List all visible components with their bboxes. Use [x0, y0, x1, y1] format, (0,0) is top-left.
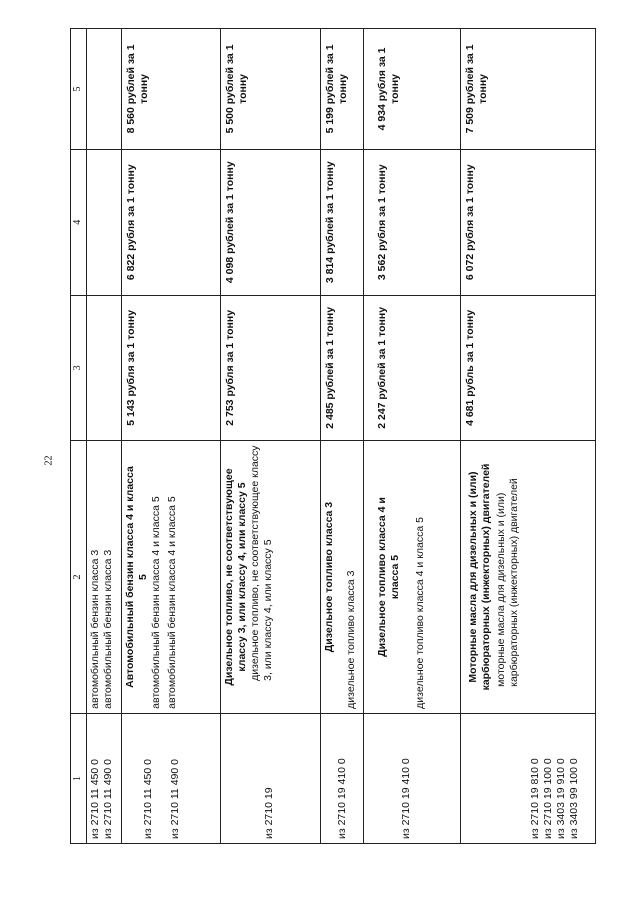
rate-cell-col5: 7 509 рублей за 1 тонну: [461, 29, 596, 150]
code: из 3403 99 100 0: [568, 758, 581, 839]
code: из 2710 19: [263, 787, 276, 839]
code: из 2710 19 410 0: [400, 758, 413, 839]
codes-cell: [221, 713, 320, 843]
rate-cell-col4: 6 822 рубля за 1 тонну: [121, 149, 220, 295]
codes-cell: [461, 713, 596, 843]
rate-cell-col3: 4 681 рубль за 1 тонну: [461, 295, 596, 441]
code: из 2710 19 100 0: [542, 758, 555, 839]
table-row: [121, 29, 220, 844]
rate-cell-col4: 6 072 рубля за 1 тонну: [461, 149, 596, 295]
rate-cell-col3: 5 143 рубля за 1 тонну: [121, 295, 220, 441]
description-cell: [320, 441, 363, 714]
code: из 2710 19 810 0: [529, 758, 542, 839]
description-cell: [86, 441, 121, 714]
category-title: Моторные масла для дизельных и (или) карбюраторных (инжекторных) двигателей: [467, 463, 493, 691]
rate-cell-col4: [86, 149, 121, 295]
table-row: [364, 29, 461, 844]
rate-cell-col4: 3 562 рубля за 1 тонну: [364, 149, 461, 295]
header-col-3: 3: [71, 295, 87, 441]
rate-cell-col5: [86, 29, 121, 150]
description: дизельное топливо класса 4 и класса 5: [414, 517, 427, 709]
table-row: [221, 29, 320, 844]
rate-cell-col3: [86, 295, 121, 441]
header-col-5: 5: [71, 29, 87, 150]
codes-cell: [86, 713, 121, 843]
code: из 2710 11 490 0: [168, 759, 181, 839]
category-title: Автомобильный бензин класса 4 и класса 5: [123, 466, 149, 688]
header-col-4: 4: [71, 149, 87, 295]
header-col-1: 1: [71, 713, 87, 843]
description-cell: [221, 441, 320, 714]
description-cell: [364, 441, 461, 714]
rate-cell-col3: 2 485 рублей за 1 тонну: [320, 295, 363, 441]
description-cell: [461, 441, 596, 714]
description: дизельное топливо, не соответствующее классу 3, или классу 4, или классу 5: [249, 445, 275, 681]
header-row: [71, 29, 87, 844]
table-row: [86, 29, 121, 844]
rotated-table-wrapper: [70, 28, 596, 844]
codes-cell: [320, 713, 363, 843]
rate-cell-col5: 5 500 рублей за 1 тонну: [221, 29, 320, 150]
rate-cell-col3: 2 753 рубля за 1 тонну: [221, 295, 320, 441]
page-number: 22: [43, 455, 55, 466]
description: дизельное топливо класса 3: [344, 570, 357, 709]
table-row: [320, 29, 363, 844]
rate-cell-col5: 5 199 рублей за 1 тонну: [320, 29, 363, 150]
description: автомобильный бензин класса 3: [88, 549, 101, 709]
category-title: Дизельное топливо, не соответствующее классу 3, или классу 4, или классу 5: [223, 468, 249, 686]
rate-cell-col3: 2 247 рублей за 1 тонну: [364, 295, 461, 441]
codes-cell: [364, 713, 461, 843]
excise-rates-table: [70, 28, 596, 844]
rate-cell-col5: 8 560 рублей за 1 тонну: [121, 29, 220, 150]
code: из 2710 19 410 0: [335, 758, 348, 839]
description: автомобильный бензин класса 4 и класса 5: [149, 496, 162, 709]
rate-cell-col5: 4 934 рубля за 1 тонну: [364, 29, 461, 150]
table-row: [461, 29, 596, 844]
description: автомобильный бензин класса 4 и класса 5: [165, 496, 178, 709]
rate-cell-col4: 3 814 рублей за 1 тонну: [320, 149, 363, 295]
code: из 2710 11 490 0: [101, 759, 114, 839]
code: из 3403 19 910 0: [555, 758, 568, 839]
description: моторные масла для дизельных и (или) карбюраторных (инжекторных) двигателей: [495, 478, 521, 687]
code: из 2710 11 450 0: [88, 759, 101, 839]
header-col-2: 2: [71, 441, 87, 714]
description: автомобильный бензин класса 3: [101, 549, 114, 709]
category-title: Дизельное топливо класса 3: [322, 501, 335, 653]
codes-cell: [121, 713, 220, 843]
description-cell: [121, 441, 220, 714]
rate-cell-col4: 4 098 рублей за 1 тонну: [221, 149, 320, 295]
category-title: Дизельное топливо класса 4 и класса 5: [376, 497, 402, 657]
code: из 2710 11 450 0: [141, 759, 154, 839]
